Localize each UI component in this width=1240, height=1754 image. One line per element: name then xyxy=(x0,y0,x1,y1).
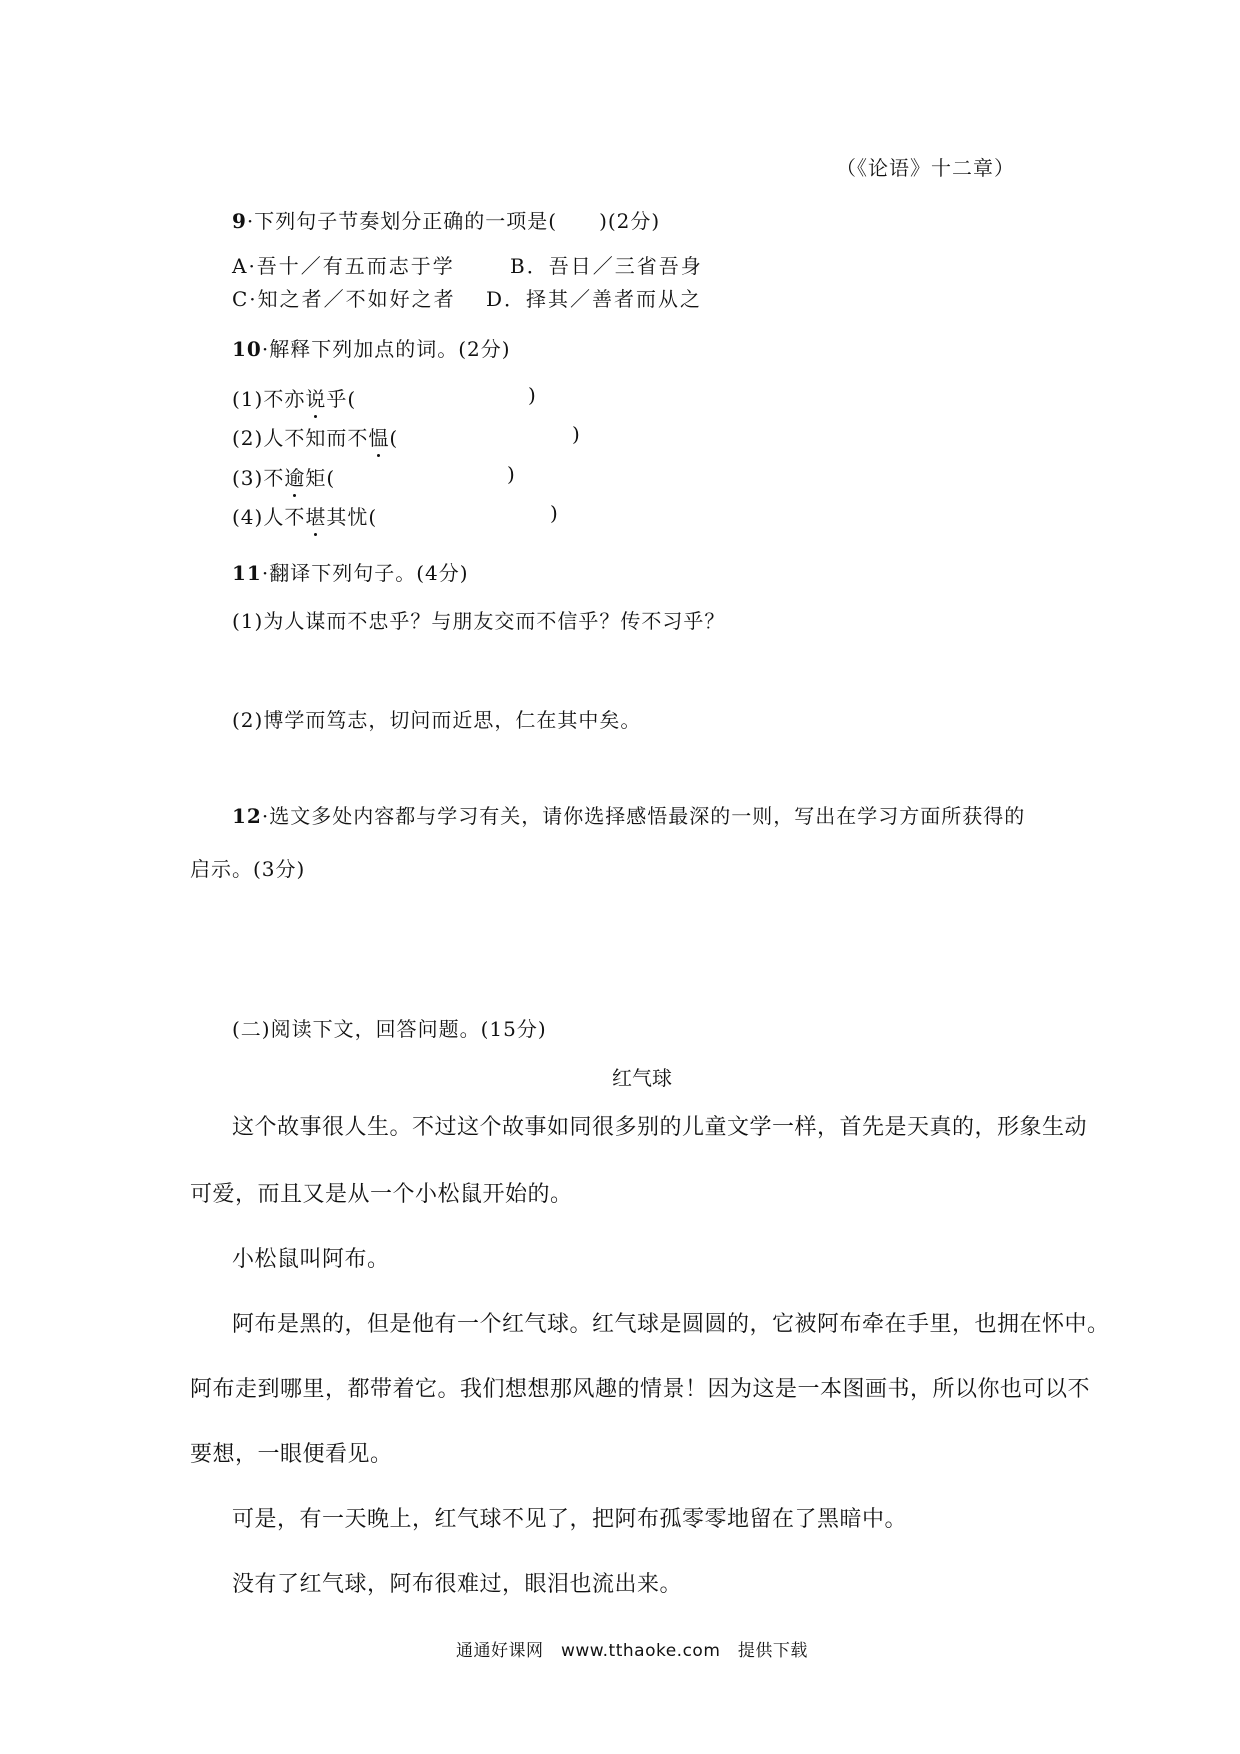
q10-item-3 xyxy=(232,462,335,491)
q10-item-1 xyxy=(232,383,356,412)
dotted-word: 愠 xyxy=(368,422,389,451)
paragraph-4: 可是，有一天晚上，红气球不见了，把阿布孤零零地留在了黑暗中。 xyxy=(232,1507,908,1532)
item-suffix: 乎( xyxy=(326,387,357,411)
answer-paren-close: ) xyxy=(572,422,580,446)
option-b: B．吾日／三省吾身 xyxy=(510,254,703,278)
question-text: ·翻译下列句子。(4分) xyxy=(261,561,469,585)
question-12 xyxy=(232,800,1025,829)
answer-paren-close: ) xyxy=(550,501,558,525)
paragraph-3-line-3: 要想，一眼便看见。 xyxy=(190,1442,393,1467)
dotted-word: 逾 xyxy=(284,462,305,491)
citation: （《论语》十二章） xyxy=(836,156,1015,180)
paragraph-3-line-2: 阿布走到哪里，都带着它。我们想想那风趣的情景！因为这是一本图画书，所以你也可以不 xyxy=(190,1377,1091,1402)
question-text: ·下列句子节奏划分正确的一项是( )(2分) xyxy=(246,209,661,233)
q10-item-2 xyxy=(232,422,398,451)
item-suffix: ( xyxy=(389,426,399,450)
question-number: 12 xyxy=(232,804,262,828)
q10-item-4 xyxy=(232,501,377,530)
question-text: ·选文多处内容都与学习有关，请你选择感悟最深的一则，写出在学习方面所获得的 xyxy=(261,804,1026,828)
option-a: A·吾十／有五而志于学 xyxy=(232,254,455,278)
q11-sentence-1: (1)为人谋而不忠乎？与朋友交而不信乎？传不习乎？ xyxy=(232,609,726,633)
paragraph-1-line-1: 这个故事很人生。不过这个故事如同很多别的儿童文学一样，首先是天真的，形象生动 xyxy=(232,1115,1088,1140)
item-prefix: (2)人不知而不 xyxy=(232,426,369,450)
item-prefix: (4)人不 xyxy=(232,505,306,529)
paragraph-2: 小松鼠叫阿布。 xyxy=(232,1247,390,1272)
page-footer: 通通好课网 www.tthaoke.com 提供下载 xyxy=(456,1641,808,1661)
q11-sentence-2: (2)博学而笃志，切问而近思，仁在其中矣。 xyxy=(232,708,642,732)
dotted-word: 说 xyxy=(305,383,326,412)
item-prefix: (1)不亦 xyxy=(232,387,306,411)
question-text: ·解释下列加点的词。(2分) xyxy=(261,337,511,361)
dotted-word: 堪 xyxy=(305,501,326,530)
answer-paren-close: ) xyxy=(528,383,536,407)
story-title: 红气球 xyxy=(612,1066,672,1090)
section-header: (二)阅读下文，回答问题。(15分) xyxy=(232,1017,547,1041)
question-11 xyxy=(232,557,469,586)
question-9 xyxy=(232,205,660,234)
paragraph-1-line-2: 可爱，而且又是从一个小松鼠开始的。 xyxy=(190,1182,573,1207)
question-number: 10 xyxy=(232,337,262,361)
item-suffix: 矩( xyxy=(305,466,336,490)
question-12-continued: 启示。(3分) xyxy=(190,857,306,881)
option-c: C·知之者／不如好之者 xyxy=(232,287,456,311)
option-d: D．择其／善者而从之 xyxy=(486,287,703,311)
question-number: 9 xyxy=(232,209,247,233)
question-number: 11 xyxy=(232,561,262,585)
answer-paren-close: ) xyxy=(507,462,515,486)
item-suffix: 其忧( xyxy=(326,505,378,529)
question-10 xyxy=(232,333,511,362)
item-prefix: (3)不 xyxy=(232,466,285,490)
paragraph-3-line-1: 阿布是黑的，但是他有一个红气球。红气球是圆圆的，它被阿布牵在手里，也拥在怀中。 xyxy=(232,1312,1110,1337)
paragraph-5: 没有了红气球，阿布很难过，眼泪也流出来。 xyxy=(232,1572,683,1597)
